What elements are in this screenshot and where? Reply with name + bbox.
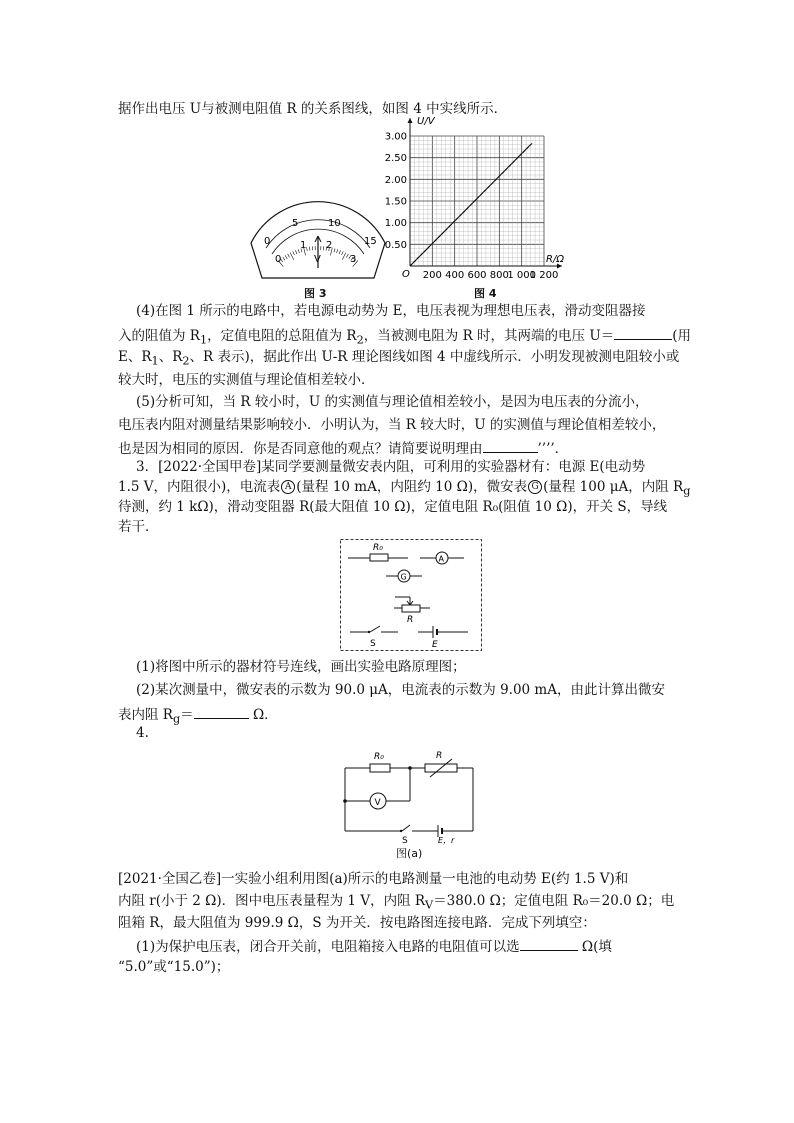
- answer-blank-box[interactable]: [520, 937, 578, 951]
- p3-line2: 1.5 V，内阻很小)，电流表 A (量程 10 mA，内阻约 10 Ω)，微安表 G (量程 100 μA，内阻 $R_g$: [118, 479, 691, 498]
- p4-line1: [2021·全国乙卷]一实验小组利用图(a)所示的电路测量一电池的电动势 E(约 1.5 V)和: [118, 871, 629, 887]
- q5-line2: 电压表内阻对测量结果影响较小．小明认为，当 R 较大时，U 的实测值与理论值相差较小，: [118, 417, 666, 433]
- meter-outer-5: 5: [292, 218, 299, 229]
- p4-q1-line2: “5.0”或“15.0”)；: [118, 959, 230, 975]
- switch-symbol: [370, 626, 380, 632]
- figure4-caption: 图 4: [474, 287, 497, 300]
- q4-line4: 较大时，电压的实测值与理论值相差较小．: [118, 372, 375, 388]
- meter-outer-15: 15: [364, 236, 377, 247]
- intro-line: 据作出电压 U与被测电阻值 R 的关系图线，如图 4 中实线所示．: [118, 101, 508, 117]
- rheostat-label: R: [407, 615, 414, 625]
- battery-label: E: [432, 640, 438, 650]
- p4-line2: 内阻 r(小于 2 Ω)．图中电压表量程为 1 V，内阻 $R_V=380.0$ Ω；定值电阻 R₀＝20.0 Ω；电: [118, 893, 675, 912]
- y-tick-label: 0.50: [384, 239, 407, 251]
- switch-a: [402, 825, 410, 831]
- y-axis-label: U/V: [417, 116, 435, 127]
- p3-q1: (1)将图中所示的器材符号连线，画出实验电路原理图；: [136, 659, 466, 675]
- x-tick-label: 1 000: [507, 270, 536, 281]
- p3-q2-line1: (2)某次测量中，微安表的示数为 90.0 μA，电流表的示数为 9.00 mA，由此计算出微安: [136, 682, 665, 698]
- origin-label: O: [402, 269, 410, 280]
- svg-text:G: G: [400, 572, 407, 582]
- meter-inner-0: 0: [275, 254, 282, 265]
- q4-line2: 入的阻值为 $R_1$，定值电阻的总阻值为 $R_2$，当被测电阻为 R 时，其两端的电压 U＝ (用: [118, 328, 691, 347]
- svg-text:V: V: [374, 798, 381, 808]
- circuit-a-figure: [340, 748, 480, 846]
- figure-a-caption: 图(a): [396, 847, 423, 860]
- ammeter-icon: A: [281, 480, 295, 494]
- answer-blank-u[interactable]: [614, 326, 672, 340]
- figure3-caption: 图 3: [304, 287, 327, 300]
- y-tick-label: 2.00: [384, 174, 407, 186]
- p4-number: 4.: [136, 725, 149, 741]
- p3-line1: 3．[2022·全国甲卷]某同学要测量微安表内阻，可利用的实验器材有：电源 E(电动势: [136, 459, 646, 475]
- rheostat: [402, 605, 420, 612]
- svg-text:E，r: E，r: [438, 836, 455, 845]
- answer-blank-rg[interactable]: [194, 705, 249, 719]
- p3-line4: 若干．: [118, 519, 159, 535]
- meter-inner-3: 3: [350, 254, 357, 265]
- switch-label: S: [370, 639, 376, 649]
- x-tick-label: 800: [489, 270, 509, 281]
- meter-outer-0: 0: [264, 236, 271, 247]
- svg-text:R₀: R₀: [374, 752, 384, 762]
- q4-line1: (4)在图 1 所示的电路中，若电源电动势为 E，电压表视为理想电压表，滑动变阻器接: [136, 303, 646, 319]
- answer-blank-reason[interactable]: [483, 439, 538, 453]
- svg-text:S: S: [402, 836, 408, 846]
- q5-line1: (5)分析可知，当 R 较小时，U 的实测值与理论值相差较小，是因为电压表的分流小，: [136, 394, 649, 410]
- p4-line3: 阻箱 R，最大阻值为 999.9 Ω，S 为开关．按电路图连接电路．完成下列填空：: [118, 915, 596, 931]
- u-r-chart: [380, 110, 580, 282]
- r0-resistor: [370, 554, 388, 561]
- meter-symbol: V: [314, 254, 321, 265]
- y-tick-label: 3.00: [384, 131, 407, 143]
- p3-line3: 待测，约 1 kΩ)，滑动变阻器 R(最大阻值 10 Ω)，定值电阻 R₀(阻值 10 Ω)，开关 S，导线: [118, 499, 668, 515]
- meter-inner-2: 2: [326, 240, 333, 251]
- r0-label: R₀: [373, 543, 383, 553]
- circuit-components-figure: [340, 539, 482, 651]
- p3-q2-line2: 表内阻 $R_g= \Omega$．: [118, 707, 278, 726]
- x-tick-label: 600: [467, 270, 487, 281]
- galvanometer-icon: G: [528, 480, 542, 494]
- x-tick-label: 200: [422, 270, 442, 281]
- svg-text:R: R: [436, 751, 443, 761]
- x-tick-label: 400: [445, 270, 465, 281]
- y-tick-label: 1.00: [384, 218, 407, 230]
- q4-line3: E、$R_1$、$R_2$、R 表示)，据此作出 U-R 理论图线如图 4 中虚线所示．小明发现被测电阻较小或: [118, 349, 680, 368]
- q5-line3: 也是因为相同的原因．你是否同意他的观点？请简要说明理由 ’’’’．: [118, 441, 569, 457]
- r0-resistor-a: [370, 764, 390, 772]
- x-axis-label: R/Ω: [546, 254, 564, 265]
- meter-inner-1: 1: [300, 240, 307, 251]
- svg-text:A: A: [438, 554, 444, 564]
- y-axis-arrow: [408, 118, 413, 123]
- y-tick-label: 2.50: [384, 153, 407, 165]
- y-tick-label: 1.50: [384, 196, 407, 208]
- voltmeter-figure: [248, 208, 388, 280]
- p4-q1-line1: (1)为保护电压表，闭合开关前，电阻箱接入电路的电阻值可以选 Ω(填: [136, 939, 612, 955]
- x-tick-label: 1 200: [529, 270, 559, 281]
- meter-outer-10: 10: [328, 218, 341, 229]
